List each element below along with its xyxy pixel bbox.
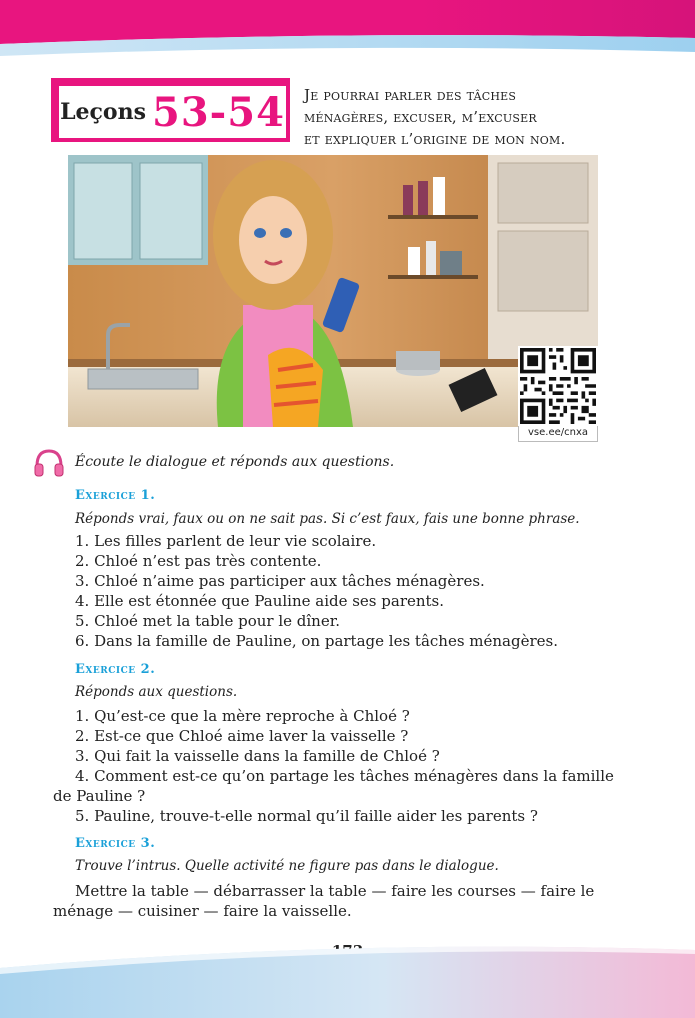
objective-line: ménagères, excuser, m’excuser: [304, 108, 537, 126]
exercise-2-item: 4. Comment est-ce qu’on partage les tâches ménagères dans la famille: [75, 767, 614, 785]
exercise-2-item: 3. Qui fait la vaisselle dans la famille de Chloé ?: [75, 747, 440, 765]
objective-line: Je pourrai parler des tâches: [304, 86, 517, 104]
lesson-objective: [304, 84, 644, 150]
exercise-1-item: 4. Elle est étonnée que Pauline aide ses parents.: [75, 592, 445, 610]
exercise-1-item: 1. Les filles parlent de leur vie scolaire.: [75, 532, 377, 550]
exercise-2-instruction: Réponds aux questions.: [75, 684, 238, 700]
exercise-3-item: Mettre la table — débarrasser la table — faire les courses — faire le: [75, 882, 595, 900]
exercise-2-item: 5. Pauline, trouve-t-elle normal qu’il faille aider les parents ?: [75, 807, 538, 825]
exercise-3-item-continuation: ménage — cuisiner — faire la vaisselle.: [53, 902, 352, 920]
lesson-numbers: 53-54: [151, 88, 285, 136]
exercise-3-title: Exercice 3.: [75, 836, 156, 851]
objective-line: et expliquer l’origine de mon nom.: [304, 130, 566, 148]
exercise-1-item: 3. Chloé n’aime pas participer aux tâches ménagères.: [75, 572, 485, 590]
qr-code-icon[interactable]: [518, 346, 598, 426]
exercise-2-item-continuation: de Pauline ?: [53, 787, 146, 805]
qr-code-block: [518, 346, 598, 442]
exercise-1-item: 2. Chloé n’est pas très contente.: [75, 552, 322, 570]
bottom-decorative-band: [0, 928, 695, 1018]
qr-caption[interactable]: vse.ee/cnxa: [518, 426, 598, 442]
exercise-3-instruction: Trouve l’intrus. Quelle activité ne figure pas dans le dialogue.: [75, 858, 499, 874]
exercise-1-instruction: Réponds vrai, faux ou on ne sait pas. Si c’est faux, fais une bonne phrase.: [75, 511, 580, 527]
exercise-2-item: 1. Qu’est-ce que la mère reproche à Chloé ?: [75, 707, 410, 725]
lesson-word: Leçons: [60, 99, 146, 125]
top-decorative-band: [0, 0, 695, 60]
exercise-1-title: Exercice 1.: [75, 488, 156, 503]
exercise-1-item: 6. Dans la famille de Pauline, on partage les tâches ménagères.: [75, 632, 558, 650]
exercise-2-title: Exercice 2.: [75, 662, 156, 677]
listening-instruction: Écoute le dialogue et réponds aux questions.: [75, 454, 395, 470]
headphones-icon[interactable]: [32, 446, 66, 480]
exercise-1-item: 5. Chloé met la table pour le dîner.: [75, 612, 341, 630]
lesson-title-box: [55, 82, 290, 142]
exercise-2-item: 2. Est-ce que Chloé aime laver la vaisselle ?: [75, 727, 409, 745]
